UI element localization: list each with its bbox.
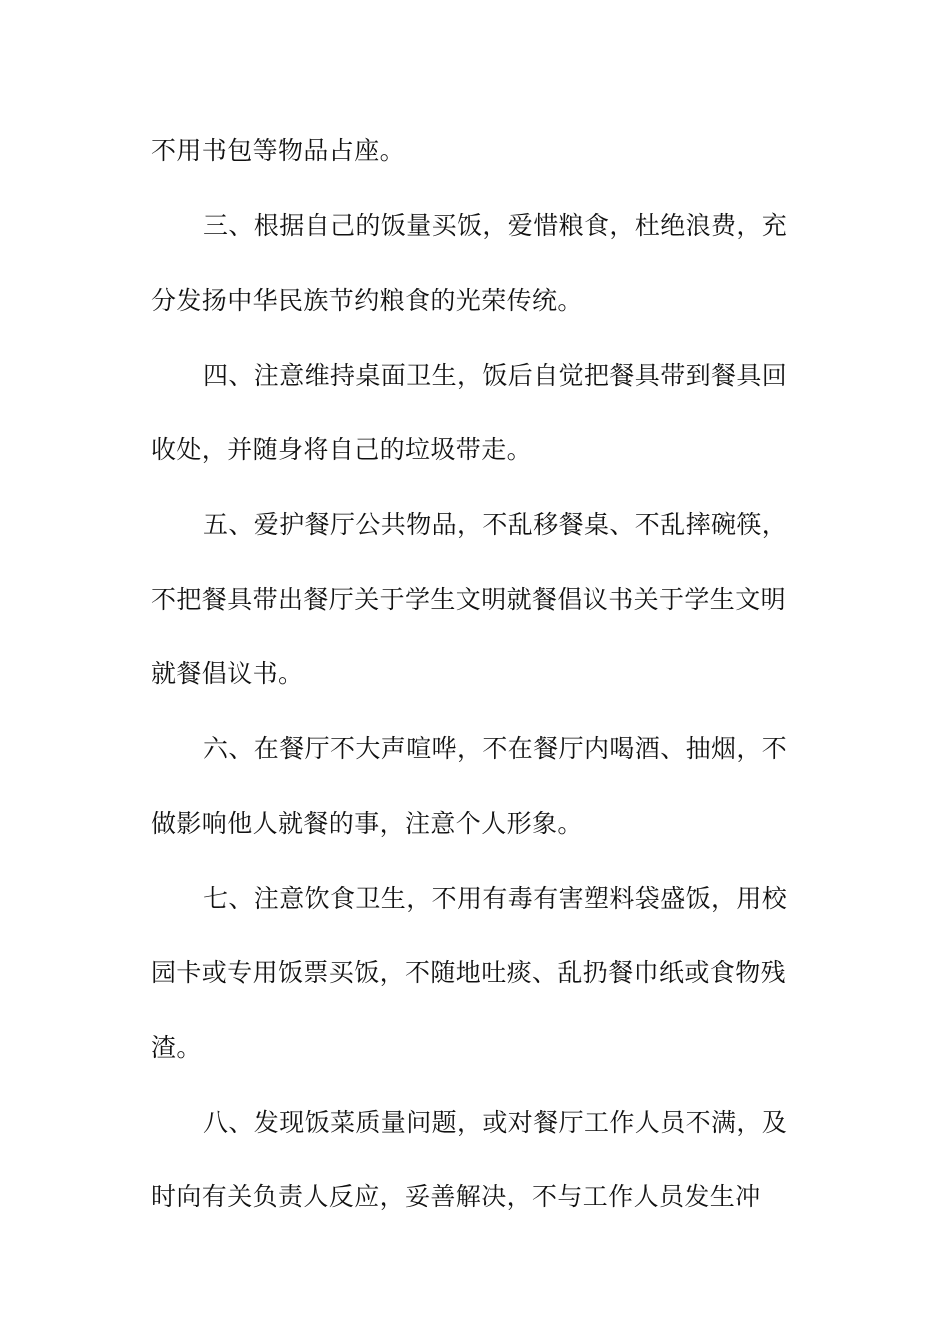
text-line-15: 时向有关负责人反应，妥善解决，不与工作人员发生冲 bbox=[151, 1182, 761, 1211]
text-line-13: 渣。 bbox=[151, 1033, 202, 1062]
text-line-8: 就餐倡议书。 bbox=[151, 659, 304, 688]
text-line-2: 三、根据自己的饭量买饭，爱惜粮食，杜绝浪费，充 bbox=[203, 211, 788, 240]
text-line-12: 园卡或专用饭票买饭，不随地吐痰、乱扔餐巾纸或食物残 bbox=[151, 958, 787, 987]
text-line-3: 分发扬中华民族节约粮食的光荣传统。 bbox=[151, 286, 583, 315]
text-line-1: 不用书包等物品占座。 bbox=[151, 136, 406, 165]
text-line-10: 做影响他人就餐的事，注意个人形象。 bbox=[151, 809, 583, 838]
text-line-11: 七、注意饮食卫生，不用有毒有害塑料袋盛饭，用校 bbox=[203, 884, 788, 913]
text-line-14: 八、发现饭菜质量问题，或对餐厅工作人员不满，及 bbox=[203, 1108, 788, 1137]
text-line-7: 不把餐具带出餐厅关于学生文明就餐倡议书关于学生文明 bbox=[151, 585, 787, 614]
text-line-4: 四、注意维持桌面卫生，饭后自觉把餐具带到餐具回 bbox=[203, 361, 788, 390]
text-line-6: 五、爱护餐厅公共物品，不乱移餐桌、不乱摔碗筷， bbox=[203, 510, 788, 539]
text-line-5: 收处，并随身将自己的垃圾带走。 bbox=[151, 435, 533, 464]
text-line-9: 六、在餐厅不大声喧哗，不在餐厅内喝酒、抽烟，不 bbox=[203, 734, 788, 763]
